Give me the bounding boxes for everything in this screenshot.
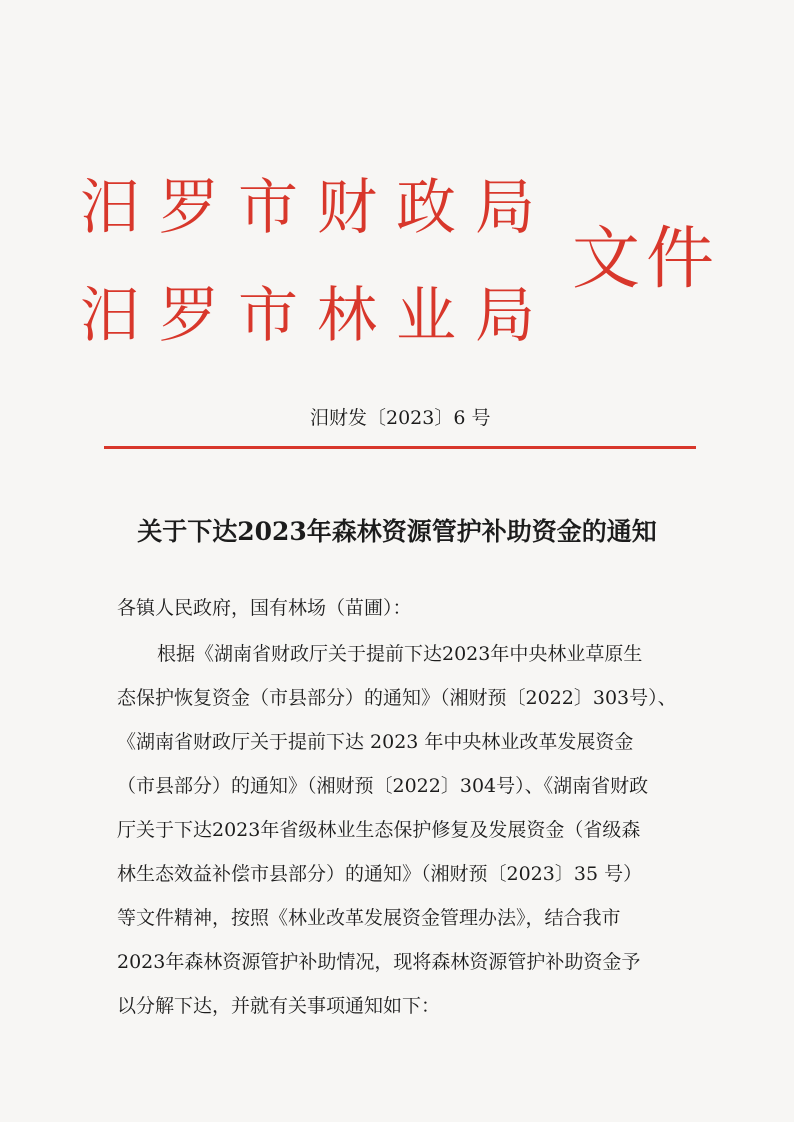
body-line: 态保护恢复资金（市县部分）的通知》（湘财预〔2022〕303号）、 [117, 687, 677, 709]
issuer-finance-bureau: 汨罗市财政局 [80, 173, 554, 243]
document-type-label: 文件 [572, 220, 721, 299]
body-paragraph [117, 640, 697, 1036]
body-line: 以分解下达，并就有关事项通知如下： [117, 995, 441, 1017]
red-divider-line [104, 446, 696, 449]
issuer-forestry-bureau: 汨罗市林业局 [80, 281, 554, 351]
salutation: 各镇人民政府，国有林场（苗圃）： [117, 597, 412, 619]
body-line: 厅关于下达2023年省级林业生态保护修复及发展资金（省级森 [117, 819, 641, 841]
body-line: 林生态效益补偿市县部分）的通知》（湘财预〔2023〕35 号） [117, 863, 643, 885]
document-title: 关于下达2023年森林资源管护补助资金的通知 [137, 517, 657, 546]
document-number: 汨财发〔2023〕6 号 [310, 407, 491, 429]
body-line: 根据《湖南省财政厅关于提前下达2023年中央林业草原生 [157, 643, 643, 665]
body-line: 2023年森林资源管护补助情况，现将森林资源管护补助资金予 [117, 951, 641, 973]
body-line: 等文件精神，按照《林业改革发展资金管理办法》，结合我市 [117, 907, 621, 929]
body-line: 《湖南省财政厅关于提前下达 2023 年中央林业改革发展资金 [117, 731, 634, 753]
body-line: （市县部分）的通知》（湘财预〔2022〕304号）、《湖南省财政 [117, 775, 649, 797]
